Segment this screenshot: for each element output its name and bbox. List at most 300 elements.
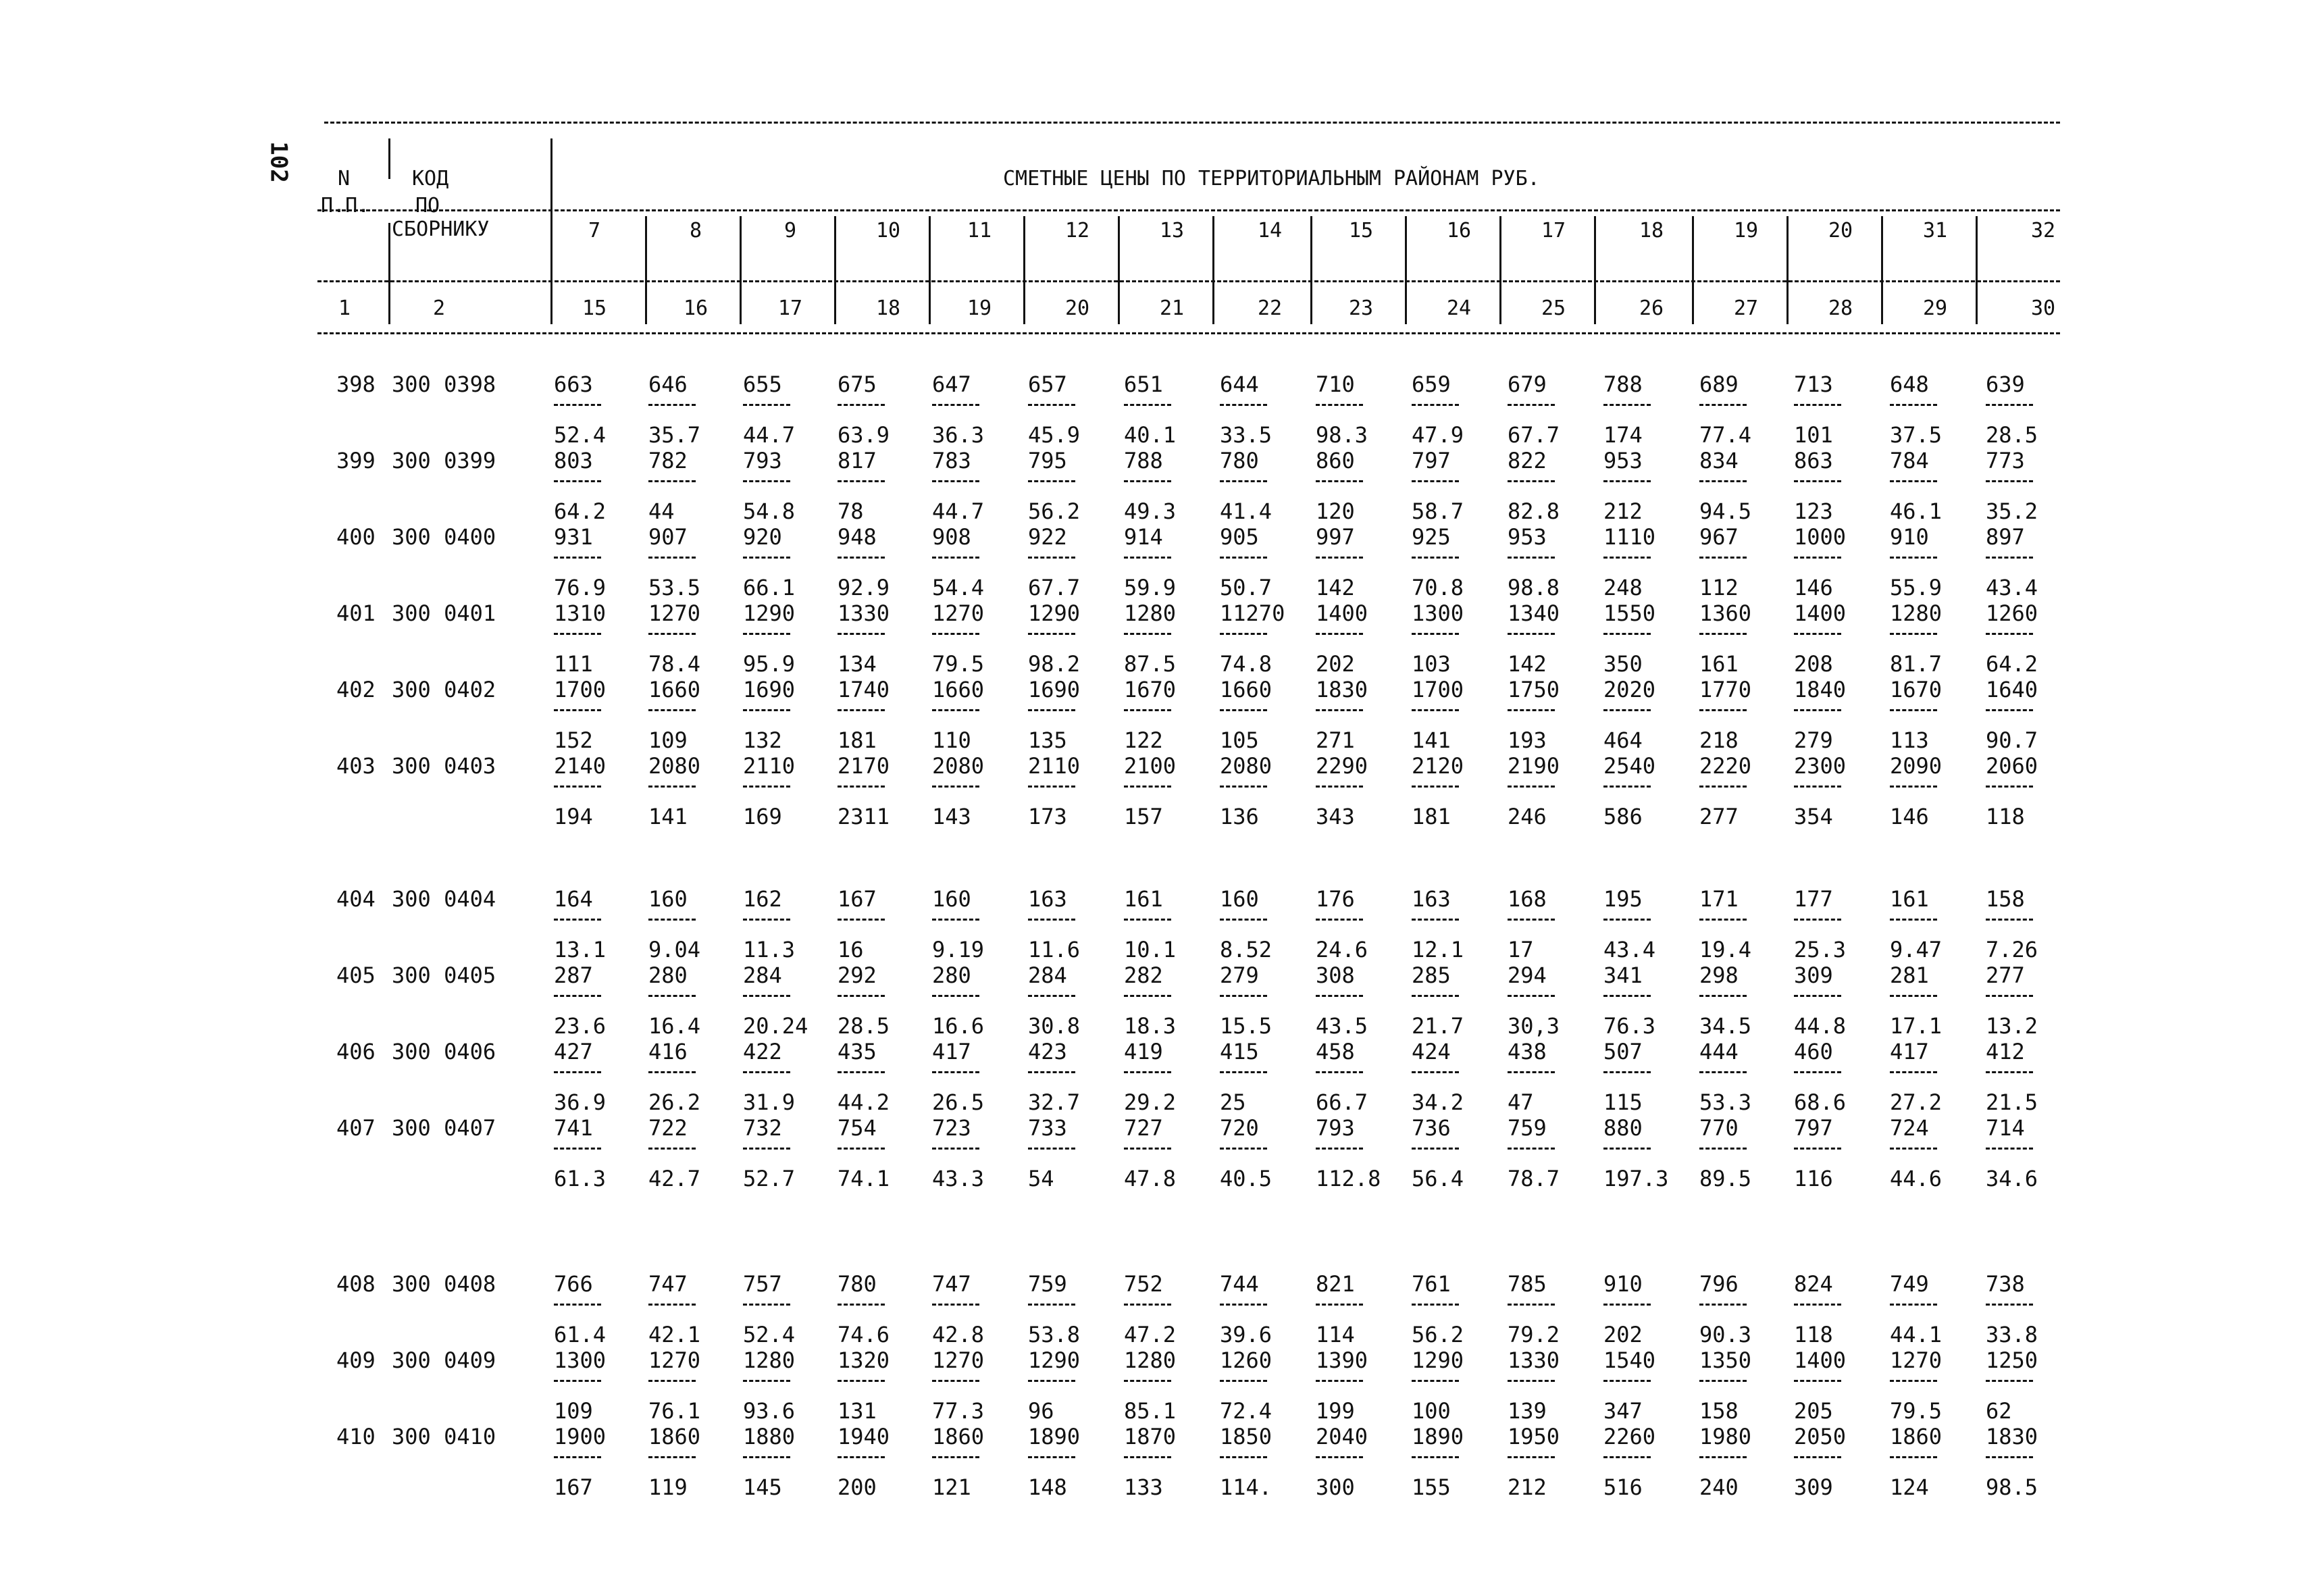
fraction-bar — [838, 919, 885, 921]
region-number: 10 — [875, 219, 901, 242]
fraction-bar — [554, 633, 601, 635]
fraction-bar — [743, 709, 790, 711]
price-top: 724 — [1890, 1115, 1929, 1141]
column-index: 24 — [1446, 297, 1472, 320]
price-top: 1870 — [1124, 1424, 1177, 1449]
fraction-bar — [1508, 1148, 1555, 1150]
price-bottom: 54.8 — [743, 498, 796, 524]
fraction-bar — [648, 1380, 696, 1382]
price-top: 2110 — [1028, 753, 1081, 779]
price-bottom: 34.2 — [1412, 1089, 1464, 1115]
price-top: 1290 — [1028, 600, 1081, 626]
price-top: 766 — [554, 1271, 593, 1297]
fraction-bar — [1699, 633, 1747, 635]
fraction-bar — [1220, 1456, 1267, 1458]
fraction-bar — [1699, 1148, 1747, 1150]
fraction-bar — [648, 1304, 696, 1306]
price-top: 1830 — [1316, 677, 1368, 702]
price-bottom: 112.8 — [1316, 1166, 1381, 1191]
price-top: 1290 — [1412, 1347, 1464, 1373]
price-bottom: 111 — [554, 651, 593, 677]
price-top: 1290 — [1028, 1347, 1081, 1373]
fraction-bar — [1412, 1380, 1459, 1382]
column-index: 23 — [1348, 297, 1374, 320]
fraction-bar — [1220, 1148, 1267, 1150]
fraction-bar — [1028, 557, 1075, 559]
price-top: 741 — [554, 1115, 593, 1141]
header-rule — [317, 209, 2060, 211]
price-bottom: 116 — [1794, 1166, 1833, 1191]
price-bottom: 90.7 — [1986, 727, 2038, 753]
price-top: 423 — [1028, 1039, 1067, 1064]
price-bottom: 158 — [1699, 1398, 1739, 1424]
fraction-bar — [648, 1456, 696, 1458]
price-bottom: 11.6 — [1028, 937, 1081, 962]
price-top: 160 — [648, 886, 688, 912]
row-code: 300 0404 — [392, 886, 496, 912]
price-bottom: 17 — [1508, 937, 1534, 962]
price-top: 167 — [838, 886, 877, 912]
price-top: 1270 — [648, 600, 701, 626]
fraction-bar — [1220, 1380, 1267, 1382]
price-bottom: 143 — [932, 804, 971, 829]
fraction-bar — [554, 919, 601, 921]
price-bottom: 21.5 — [1986, 1089, 2038, 1115]
price-top: 1550 — [1603, 600, 1656, 626]
price-bottom: 53.5 — [648, 575, 701, 600]
price-top: 1290 — [743, 600, 796, 626]
price-top: 281 — [1890, 962, 1929, 988]
fraction-bar — [1986, 1148, 2033, 1150]
fraction-bar — [1028, 1071, 1075, 1073]
price-top: 1690 — [743, 677, 796, 702]
price-top: 749 — [1890, 1271, 1929, 1297]
fraction-bar — [1890, 919, 1937, 921]
price-top: 1360 — [1699, 600, 1752, 626]
price-bottom: 82.8 — [1508, 498, 1560, 524]
price-bottom: 30.8 — [1028, 1013, 1081, 1039]
price-bottom: 218 — [1699, 727, 1739, 753]
row-code: 300 0410 — [392, 1424, 496, 1449]
price-top: 2060 — [1986, 753, 2038, 779]
fraction-bar — [1028, 709, 1075, 711]
price-bottom: 109 — [554, 1398, 593, 1424]
price-bottom: 13.2 — [1986, 1013, 2038, 1039]
price-top: 773 — [1986, 448, 2025, 473]
fraction-bar — [743, 1304, 790, 1306]
price-top: 2100 — [1124, 753, 1177, 779]
price-bottom: 112 — [1699, 575, 1739, 600]
price-top: 1640 — [1986, 677, 2038, 702]
price-bottom: 50.7 — [1220, 575, 1272, 600]
price-bottom: 200 — [838, 1474, 877, 1500]
row-number: 407 — [336, 1115, 376, 1141]
price-top: 161 — [1890, 886, 1929, 912]
price-bottom: 146 — [1890, 804, 1929, 829]
fraction-bar — [1124, 1148, 1171, 1150]
price-bottom: 70.8 — [1412, 575, 1464, 600]
fraction-bar — [1699, 1304, 1747, 1306]
header-column-divider — [1692, 216, 1694, 324]
row-number: 404 — [336, 886, 376, 912]
fraction-bar — [554, 1304, 601, 1306]
price-bottom: 61.3 — [554, 1166, 607, 1191]
price-top: 821 — [1316, 1271, 1355, 1297]
fraction-bar — [1412, 557, 1459, 559]
price-top: 770 — [1699, 1115, 1739, 1141]
fraction-bar — [1028, 1380, 1075, 1382]
price-bottom: 9.47 — [1890, 937, 1943, 962]
header-column-divider — [834, 216, 836, 324]
price-bottom: 202 — [1316, 651, 1355, 677]
header-sborniku: СБОРНИКУ — [392, 217, 490, 241]
fraction-bar — [1508, 1456, 1555, 1458]
price-bottom: 92.9 — [838, 575, 890, 600]
fraction-bar — [932, 995, 979, 997]
fraction-bar — [648, 633, 696, 635]
price-top: 1890 — [1028, 1424, 1081, 1449]
fraction-bar — [838, 404, 885, 406]
fraction-bar — [1220, 995, 1267, 997]
fraction-bar — [1890, 633, 1937, 635]
fraction-bar — [1508, 1304, 1555, 1306]
price-top: 1950 — [1508, 1424, 1560, 1449]
price-top: 279 — [1220, 962, 1259, 988]
fraction-bar — [1508, 633, 1555, 635]
price-bottom: 141 — [648, 804, 688, 829]
price-top: 795 — [1028, 448, 1067, 473]
column-index: 25 — [1541, 297, 1566, 320]
price-bottom: 42.8 — [932, 1322, 985, 1347]
price-bottom: 157 — [1124, 804, 1163, 829]
price-top: 1350 — [1699, 1347, 1752, 1373]
price-bottom: 124 — [1890, 1474, 1929, 1500]
price-bottom: 271 — [1316, 727, 1355, 753]
fraction-bar — [1794, 1456, 1841, 1458]
price-bottom: 42.7 — [648, 1166, 701, 1191]
fraction-bar — [1603, 919, 1651, 921]
row-code: 300 0398 — [392, 371, 496, 397]
price-top: 710 — [1316, 371, 1355, 397]
price-bottom: 78.4 — [648, 651, 701, 677]
price-bottom: 47 — [1508, 1089, 1534, 1115]
price-top: 164 — [554, 886, 593, 912]
column-index: 26 — [1639, 297, 1664, 320]
price-top: 1340 — [1508, 600, 1560, 626]
row-number: 403 — [336, 753, 376, 779]
fraction-bar — [1124, 1380, 1171, 1382]
price-top: 967 — [1699, 524, 1739, 550]
price-top: 2050 — [1794, 1424, 1847, 1449]
price-bottom: 44 — [648, 498, 675, 524]
price-bottom: 113 — [1890, 727, 1929, 753]
price-top: 655 — [743, 371, 782, 397]
price-bottom: 25.3 — [1794, 937, 1847, 962]
row-number: 398 — [336, 371, 376, 397]
fraction-bar — [1508, 557, 1555, 559]
price-top: 419 — [1124, 1039, 1163, 1064]
row-number: 400 — [336, 524, 376, 550]
header-column-divider — [645, 216, 647, 324]
index-kod: 2 — [432, 297, 446, 320]
price-bottom: 39.6 — [1220, 1322, 1272, 1347]
fraction-bar — [1124, 1071, 1171, 1073]
price-bottom: 7.26 — [1986, 937, 2038, 962]
row-number: 408 — [336, 1271, 376, 1297]
price-top: 195 — [1603, 886, 1643, 912]
price-bottom: 44.8 — [1794, 1013, 1847, 1039]
price-bottom: 56.2 — [1412, 1322, 1464, 1347]
column-index: 20 — [1064, 297, 1090, 320]
price-bottom: 148 — [1028, 1474, 1067, 1500]
price-top: 679 — [1508, 371, 1547, 397]
price-top: 285 — [1412, 962, 1451, 988]
price-bottom: 199 — [1316, 1398, 1355, 1424]
price-bottom: 110 — [932, 727, 971, 753]
fraction-bar — [1220, 709, 1267, 711]
price-top: 284 — [1028, 962, 1067, 988]
price-top: 744 — [1220, 1271, 1259, 1297]
header-column-divider — [1212, 216, 1214, 324]
row-number: 399 — [336, 448, 376, 473]
region-number: 18 — [1639, 219, 1664, 242]
fraction-bar — [932, 919, 979, 921]
fraction-bar — [1794, 709, 1841, 711]
price-bottom: 118 — [1986, 804, 2025, 829]
fraction-bar — [648, 995, 696, 997]
fraction-bar — [1986, 633, 2033, 635]
fraction-bar — [1220, 633, 1267, 635]
price-top: 1540 — [1603, 1347, 1656, 1373]
price-bottom: 136 — [1220, 804, 1259, 829]
price-bottom: 118 — [1794, 1322, 1833, 1347]
fraction-bar — [1890, 786, 1937, 788]
price-top: 907 — [648, 524, 688, 550]
price-top: 160 — [932, 886, 971, 912]
price-top: 1400 — [1316, 600, 1368, 626]
fraction-bar — [743, 633, 790, 635]
price-bottom: 90.3 — [1699, 1322, 1752, 1347]
price-top: 1840 — [1794, 677, 1847, 702]
fraction-bar — [1124, 919, 1171, 921]
price-top: 648 — [1890, 371, 1929, 397]
price-top: 1280 — [1890, 600, 1943, 626]
price-top: 1260 — [1220, 1347, 1272, 1373]
column-index: 22 — [1257, 297, 1283, 320]
price-bottom: 142 — [1508, 651, 1547, 677]
price-bottom: 63.9 — [838, 422, 890, 448]
price-top: 663 — [554, 371, 593, 397]
fraction-bar — [1508, 404, 1555, 406]
fraction-bar — [1412, 1304, 1459, 1306]
row-number: 405 — [336, 962, 376, 988]
fraction-bar — [932, 1071, 979, 1073]
fraction-bar — [1028, 633, 1075, 635]
price-top: 910 — [1890, 524, 1929, 550]
price-top: 1750 — [1508, 677, 1560, 702]
price-top: 722 — [648, 1115, 688, 1141]
fraction-bar — [1412, 709, 1459, 711]
fraction-bar — [1794, 995, 1841, 997]
price-bottom: 43.4 — [1603, 937, 1656, 962]
price-top: 1400 — [1794, 1347, 1847, 1373]
price-bottom: 74.8 — [1220, 651, 1272, 677]
row-code: 300 0399 — [392, 448, 496, 473]
price-top: 177 — [1794, 886, 1833, 912]
row-code: 300 0400 — [392, 524, 496, 550]
price-top: 2020 — [1603, 677, 1656, 702]
fraction-bar — [1124, 557, 1171, 559]
fraction-bar — [743, 995, 790, 997]
header-column-divider — [1310, 216, 1312, 324]
price-bottom: 42.1 — [648, 1322, 701, 1347]
price-top: 720 — [1220, 1115, 1259, 1141]
price-bottom: 18.3 — [1124, 1013, 1177, 1039]
price-top: 908 — [932, 524, 971, 550]
price-bottom: 93.6 — [743, 1398, 796, 1424]
fraction-bar — [1794, 557, 1841, 559]
price-bottom: 52.4 — [743, 1322, 796, 1347]
price-top: 747 — [648, 1271, 688, 1297]
header-n: N — [338, 167, 351, 190]
price-bottom: 141 — [1412, 727, 1451, 753]
fraction-bar — [1699, 557, 1747, 559]
price-bottom: 123 — [1794, 498, 1833, 524]
fraction-bar — [1603, 1380, 1651, 1382]
fraction-bar — [1986, 1071, 2033, 1073]
fraction-bar — [1316, 404, 1363, 406]
price-top: 788 — [1603, 371, 1643, 397]
price-top: 780 — [838, 1271, 877, 1297]
price-bottom: 120 — [1316, 498, 1355, 524]
price-bottom: 43.4 — [1986, 575, 2038, 600]
price-top: 435 — [838, 1039, 877, 1064]
column-index: 18 — [875, 297, 901, 320]
price-bottom: 95.9 — [743, 651, 796, 677]
price-bottom: 28.5 — [1986, 422, 2038, 448]
price-top: 723 — [932, 1115, 971, 1141]
column-index: 17 — [777, 297, 803, 320]
price-top: 639 — [1986, 371, 2025, 397]
fraction-bar — [1603, 1456, 1651, 1458]
fraction-bar — [1316, 786, 1363, 788]
header-column-divider — [1499, 216, 1501, 324]
price-top: 897 — [1986, 524, 2025, 550]
fraction-bar — [838, 557, 885, 559]
header-column-divider — [1786, 216, 1789, 324]
price-top: 282 — [1124, 962, 1163, 988]
fraction-bar — [1508, 1071, 1555, 1073]
price-top: 914 — [1124, 524, 1163, 550]
header-pp: П.П. — [321, 194, 370, 217]
fraction-bar — [838, 786, 885, 788]
fraction-bar — [1028, 1304, 1075, 1306]
price-top: 713 — [1794, 371, 1833, 397]
fraction-bar — [1986, 1380, 2033, 1382]
price-top: 905 — [1220, 524, 1259, 550]
fraction-bar — [1124, 404, 1171, 406]
fraction-bar — [1028, 404, 1075, 406]
fraction-bar — [1316, 1304, 1363, 1306]
fraction-bar — [1890, 1148, 1937, 1150]
row-code: 300 0408 — [392, 1271, 496, 1297]
price-top: 797 — [1412, 448, 1451, 473]
fraction-bar — [1699, 480, 1747, 482]
price-top: 168 — [1508, 886, 1547, 912]
price-bottom: 20.24 — [743, 1013, 808, 1039]
price-top: 1660 — [1220, 677, 1272, 702]
price-bottom: 74.6 — [838, 1322, 890, 1347]
price-top: 280 — [932, 962, 971, 988]
price-bottom: 13.1 — [554, 937, 607, 962]
price-top: 1860 — [1890, 1424, 1943, 1449]
price-bottom: 586 — [1603, 804, 1643, 829]
price-top: 1890 — [1412, 1424, 1464, 1449]
price-bottom: 79.5 — [1890, 1398, 1943, 1424]
price-bottom: 212 — [1603, 498, 1643, 524]
fraction-bar — [1699, 1456, 1747, 1458]
fraction-bar — [554, 995, 601, 997]
header-column-divider — [1594, 216, 1596, 324]
price-bottom: 277 — [1699, 804, 1739, 829]
fraction-bar — [554, 786, 601, 788]
price-top: 793 — [1316, 1115, 1355, 1141]
fraction-bar — [648, 709, 696, 711]
price-bottom: 16.4 — [648, 1013, 701, 1039]
price-bottom: 64.2 — [1986, 651, 2038, 677]
price-bottom: 79.5 — [932, 651, 985, 677]
fraction-bar — [743, 1380, 790, 1382]
fraction-bar — [1603, 709, 1651, 711]
fraction-bar — [743, 786, 790, 788]
price-bottom: 56.4 — [1412, 1166, 1464, 1191]
price-bottom: 94.5 — [1699, 498, 1752, 524]
price-bottom: 16 — [838, 937, 864, 962]
price-top: 11270 — [1220, 600, 1285, 626]
price-bottom: 354 — [1794, 804, 1833, 829]
price-bottom: 98.5 — [1986, 1474, 2038, 1500]
price-bottom: 248 — [1603, 575, 1643, 600]
price-bottom: 81.7 — [1890, 651, 1943, 677]
price-top: 161 — [1124, 886, 1163, 912]
price-top: 163 — [1028, 886, 1067, 912]
fraction-bar — [1794, 786, 1841, 788]
fraction-bar — [1794, 1071, 1841, 1073]
fraction-bar — [1124, 995, 1171, 997]
fraction-bar — [1124, 709, 1171, 711]
price-top: 412 — [1986, 1039, 2025, 1064]
price-bottom: 45.9 — [1028, 422, 1081, 448]
price-bottom: 464 — [1603, 727, 1643, 753]
fraction-bar — [1603, 1304, 1651, 1306]
price-top: 1670 — [1124, 677, 1177, 702]
price-top: 793 — [743, 448, 782, 473]
price-bottom: 76.9 — [554, 575, 607, 600]
fraction-bar — [1794, 1148, 1841, 1150]
price-top: 863 — [1794, 448, 1833, 473]
fraction-bar — [1220, 919, 1267, 921]
fraction-bar — [838, 633, 885, 635]
price-top: 834 — [1699, 448, 1739, 473]
price-top: 1310 — [554, 600, 607, 626]
column-index: 21 — [1159, 297, 1185, 320]
fraction-bar — [743, 1148, 790, 1150]
header-po: ПО — [415, 194, 440, 217]
fraction-bar — [1603, 1071, 1651, 1073]
price-top: 657 — [1028, 371, 1067, 397]
price-top: 1280 — [1124, 1347, 1177, 1373]
price-bottom: 16.6 — [932, 1013, 985, 1039]
